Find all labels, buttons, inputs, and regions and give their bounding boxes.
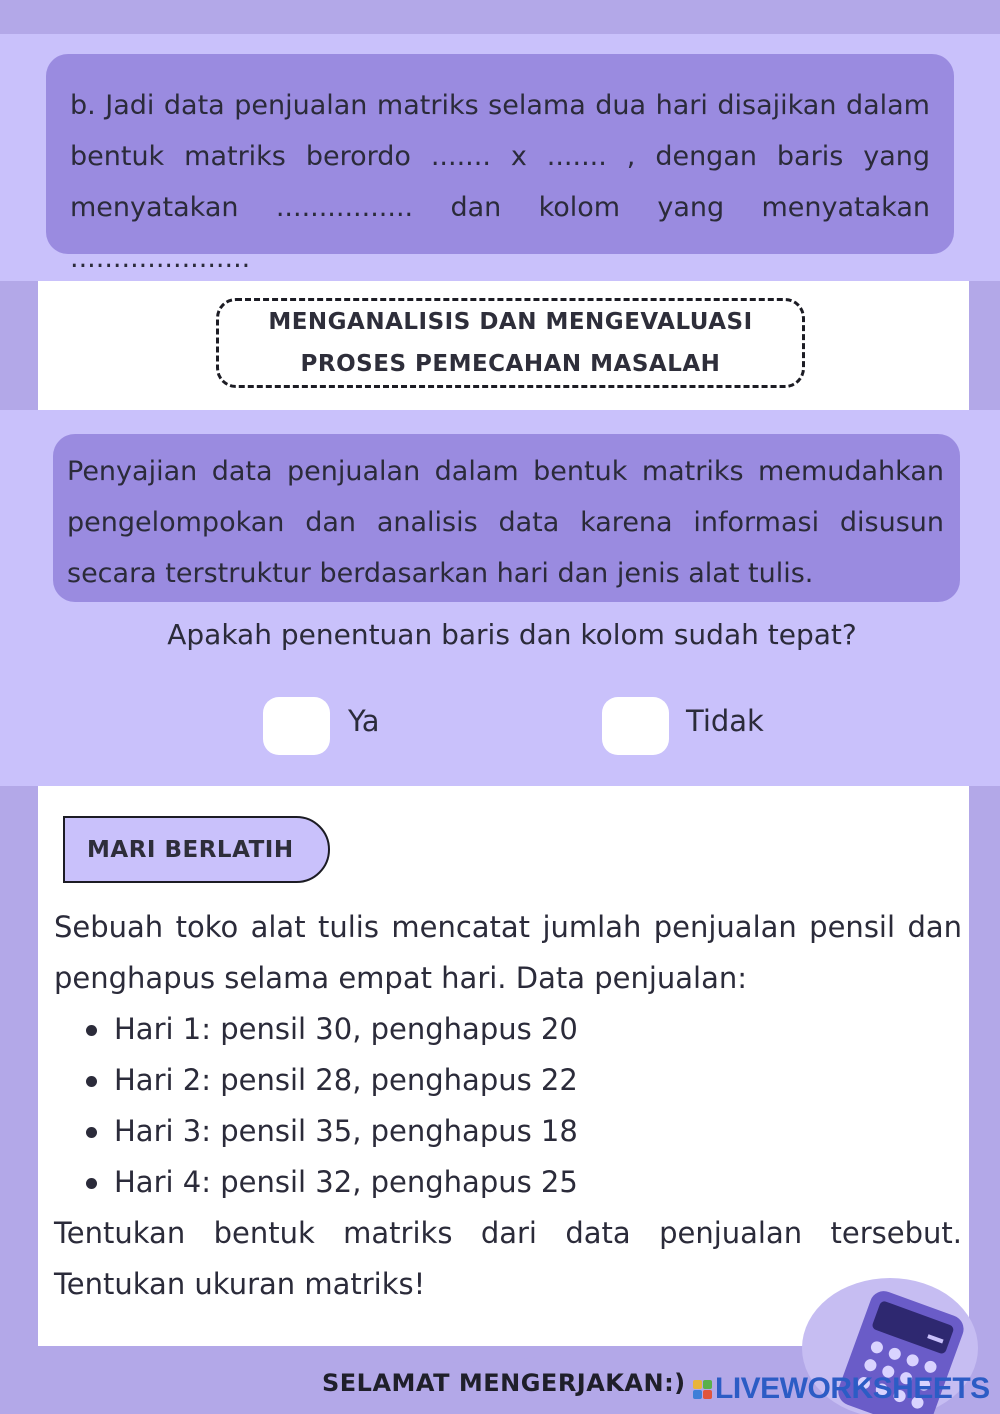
section-b-text: b. Jadi data penjualan matriks selama dua hari disajikan dalam bentuk matriks berordo ....... x ....... , dengan baris yang menyatakan ................ dan kolom yang menyatakan ..................... (70, 90, 930, 274)
list-item: Hari 2: pensil 28, penghapus 22 (86, 1055, 962, 1106)
list-item: Hari 1: pensil 30, penghapus 20 (86, 1004, 962, 1055)
option-label-tidak: Tidak (686, 704, 764, 738)
liveworksheets-logo[interactable] (693, 1372, 990, 1406)
question-text: Apakah penentuan baris dan kolom sudah tepat? (167, 618, 857, 651)
checkbox-tidak[interactable] (602, 697, 669, 755)
analysis-header (216, 298, 805, 388)
footer-message: SELAMAT MENGERJAKAN:) (322, 1369, 686, 1397)
analysis-header-line2: PROSES PEMECAHAN MASALAH (300, 351, 721, 377)
practice-tag (63, 816, 330, 883)
practice-intro: Sebuah toko alat tulis mencatat jumlah penjualan pensil dan penghapus selama empat hari. Data penjualan: (54, 910, 962, 995)
liveworksheets-logo-icon (693, 1380, 712, 1399)
list-item: Hari 3: pensil 35, penghapus 18 (86, 1106, 962, 1157)
analysis-card (53, 434, 960, 602)
sales-list (54, 1004, 962, 1208)
practice-content (54, 902, 962, 1310)
list-item: Hari 4: pensil 32, penghapus 25 (86, 1157, 962, 1208)
top-band (0, 0, 1000, 34)
checkbox-ya[interactable] (263, 697, 330, 755)
analysis-header-line1: MENGANALISIS DAN MENGEVALUASI (268, 309, 753, 335)
practice-instruction: Tentukan bentuk matriks dari data penjualan tersebut. Tentukan ukuran matriks! (54, 1216, 962, 1301)
analysis-text: Penyajian data penjualan dalam bentuk matriks memudahkan pengelompokan dan analisis data karena informasi disusun secara terstruktur berdasarkan hari dan jenis alat tulis. (67, 456, 944, 589)
option-label-ya: Ya (348, 704, 380, 738)
section-b-card (46, 54, 954, 274)
practice-tag-label: MARI BERLATIH (87, 836, 294, 863)
liveworksheets-brand-text: LIVEWORKSHEETS (715, 1372, 990, 1405)
